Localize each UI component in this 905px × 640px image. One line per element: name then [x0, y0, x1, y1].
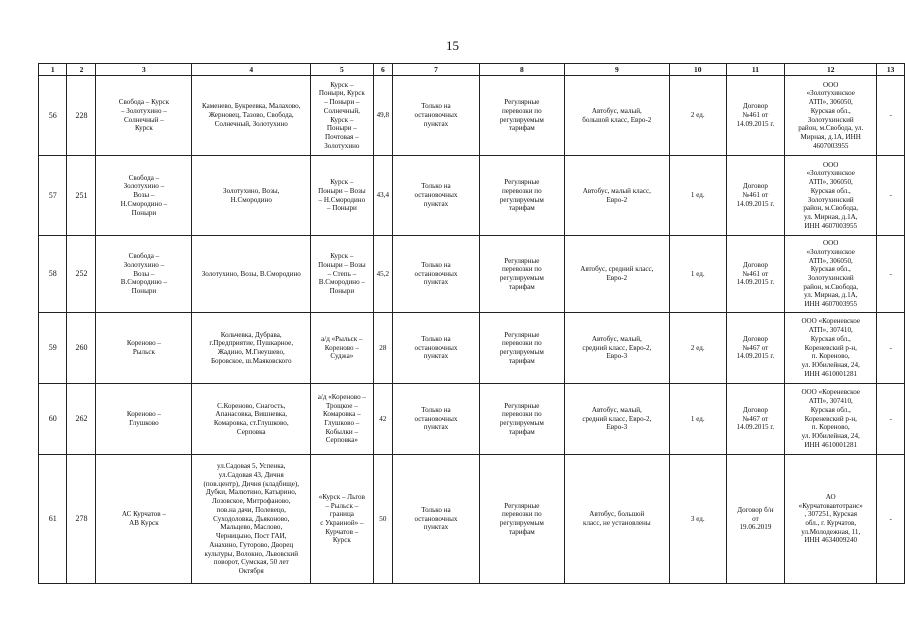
route-roads: «Курск – Льгов – Рыльск – граница с Украиной» – Курчатов – Курск [311, 455, 373, 584]
table-row [39, 455, 905, 584]
route-name: АС Курчатов – АВ Курск [96, 455, 192, 584]
route-roads: Курск – Поныри – Возы – Степь – В.Смородино – Поныри [311, 236, 373, 313]
table-row [39, 156, 905, 236]
column-header: 12 [785, 64, 877, 76]
vehicle-count: 2 ед. [669, 313, 726, 384]
route-length: 28 [373, 313, 393, 384]
route-roads: а/д «Рыльск – Кореново – Суджа» [311, 313, 373, 384]
contract: Договор №461 от 14.09.2015 г. [726, 236, 784, 313]
notes: - [877, 236, 905, 313]
column-header: 2 [67, 64, 96, 76]
column-header: 5 [311, 64, 373, 76]
boarding-procedure: Только на остановочных пунктах [393, 384, 480, 455]
route-number: 252 [67, 236, 96, 313]
transport-type: Регулярные перевозки по регулируемым тарифам [479, 384, 564, 455]
notes: - [877, 76, 905, 156]
row-index: 60 [39, 384, 67, 455]
contract: Договор №461 от 14.09.2015 г. [726, 76, 784, 156]
intermediate-stops: Каменево, Букреевка, Малахово, Жерновец, Тазово, Свобода, Солнечный, Золотухино [192, 76, 311, 156]
boarding-procedure: Только на остановочных пунктах [393, 236, 480, 313]
transport-type: Регулярные перевозки по регулируемым тарифам [479, 156, 564, 236]
carrier: ООО «Кореневское АТП», 307410, Курская обл., Кореневский р-н, п. Кореново, ул. Юбилейная, 24, ИНН 4610001281 [785, 384, 877, 455]
vehicle-class: Автобус, большой класс, не установлены [564, 455, 669, 584]
route-name: Кореново – Глушково [96, 384, 192, 455]
header-row [39, 64, 905, 76]
vehicle-count: 1 ед. [669, 156, 726, 236]
row-index: 59 [39, 313, 67, 384]
table-row [39, 76, 905, 156]
boarding-procedure: Только на остановочных пунктах [393, 156, 480, 236]
page-number: 15 [446, 38, 459, 53]
column-header: 7 [393, 64, 480, 76]
route-number: 278 [67, 455, 96, 584]
column-header: 10 [669, 64, 726, 76]
row-index: 56 [39, 76, 67, 156]
contract: Договор б/н от 19.06.2019 [726, 455, 784, 584]
contract: Договор №467 от 14.09.2015 г. [726, 384, 784, 455]
vehicle-class: Автобус, малый, большой класс, Евро-2 [564, 76, 669, 156]
route-name: Свобода – Курск – Золотухино – Солнечный – Курск [96, 76, 192, 156]
carrier: АО «Курчатовавтотранс» , 307251, Курская обл., г. Курчатов, ул.Молодежная, 11, ИНН 4634009240 [785, 455, 877, 584]
route-roads: Курск – Поныри – Возы – Н.Смородино – Поныри [311, 156, 373, 236]
boarding-procedure: Только на остановочных пунктах [393, 313, 480, 384]
carrier: ООО «Золотухинское АТП», 306050, Курская обл., Золотухинский район, м.Свобода, ул. Мирная, д.1А, ИНН 4607003955 [785, 156, 877, 236]
vehicle-count: 1 ед. [669, 384, 726, 455]
vehicle-class: Автобус, малый класс, Евро-2 [564, 156, 669, 236]
route-length: 50 [373, 455, 393, 584]
notes: - [877, 384, 905, 455]
vehicle-class: Автобус, малый, средний класс, Евро-2, Евро-3 [564, 313, 669, 384]
vehicle-count: 1 ед. [669, 236, 726, 313]
route-roads: а/д «Кореново – Трощкое – Комаровка – Глушково – Кобылки – Серповка» [311, 384, 373, 455]
table-row [39, 384, 905, 455]
vehicle-class: Автобус, малый, средний класс, Евро-2, Евро-3 [564, 384, 669, 455]
row-index: 58 [39, 236, 67, 313]
carrier: ООО «Кореневское АТП», 307410, Курская обл., Кореневский р-н, п. Кореново, ул. Юбилейная, 24, ИНН 4610001281 [785, 313, 877, 384]
vehicle-count: 3 ед. [669, 455, 726, 584]
route-name: Свобода – Золотухино – Возы – В.Смородино – Поныри [96, 236, 192, 313]
intermediate-stops: Кольчевка, Дубрава, г.Предприятие, Пушкарное, Жадино, М.Гнеушево, Боровское, ш.Маяковского [192, 313, 311, 384]
row-index: 57 [39, 156, 67, 236]
route-name: Кореново – Рыльск [96, 313, 192, 384]
transport-type: Регулярные перевозки по регулируемым тарифам [479, 455, 564, 584]
route-name: Свобода – Золотухино – Возы – Н.Смородино – Поныри [96, 156, 192, 236]
intermediate-stops: Золотухино, Возы, Н.Смородино [192, 156, 311, 236]
row-index: 61 [39, 455, 67, 584]
column-header: 6 [373, 64, 393, 76]
transport-type: Регулярные перевозки по регулируемым тарифам [479, 236, 564, 313]
intermediate-stops: Золотухино, Возы, В.Смородино [192, 236, 311, 313]
route-length: 49,8 [373, 76, 393, 156]
column-header: 1 [39, 64, 67, 76]
column-header: 13 [877, 64, 905, 76]
contract: Договор №461 от 14.09.2015 г. [726, 156, 784, 236]
notes: - [877, 313, 905, 384]
transport-type: Регулярные перевозки по регулируемым тарифам [479, 313, 564, 384]
contract: Договор №467 от 14.09.2015 г. [726, 313, 784, 384]
route-number: 228 [67, 76, 96, 156]
route-length: 42 [373, 384, 393, 455]
vehicle-class: Автобус, средний класс, Евро-2 [564, 236, 669, 313]
vehicle-count: 2 ед. [669, 76, 726, 156]
route-number: 262 [67, 384, 96, 455]
column-header: 3 [96, 64, 192, 76]
table-row [39, 313, 905, 384]
intermediate-stops: ул.Садовая 5, Успенка, ул.Садовая 43, Дичня (пов.центр), Дичня (кладбище), Дубки, Малютино, Катырино, Лозовское, Митрофаново, пов.на дачи, Полевецо, Суходоловка, Дьяконово, Мальцево, Маслово, Черницыно, Пост ГАИ, Анахино, Гуторово, Дворец культуры, Волокно, Львовский поворот, Сумская, 50 лет Октября [192, 455, 311, 584]
column-header: 9 [564, 64, 669, 76]
column-header: 4 [192, 64, 311, 76]
column-header: 11 [726, 64, 784, 76]
route-length: 43,4 [373, 156, 393, 236]
notes: - [877, 455, 905, 584]
carrier: ООО «Золотухинское АТП», 306050, Курская обл., Золотухинский район, м.Свобода, ул. Мирная, д.1А, ИНН 4607003955 [785, 236, 877, 313]
intermediate-stops: С.Кореново, Снагость, Апанасовка, Вишневка, Комаровка, ст.Глушково, Серповка [192, 384, 311, 455]
route-length: 45,2 [373, 236, 393, 313]
route-number: 251 [67, 156, 96, 236]
route-roads: Курск – Поныри, Курск – Поныри – Солнечный, Курск – Поныри – Почтовая – Золотухино [311, 76, 373, 156]
transport-type: Регулярные перевозки по регулируемым тарифам [479, 76, 564, 156]
carrier: ООО «Золотухинское АТП», 306050, Курская обл., Золотухинский район, м.Свобода, ул. Мирная, д.1А, ИНН 4607003955 [785, 76, 877, 156]
routes-table [38, 63, 905, 584]
boarding-procedure: Только на остановочных пунктах [393, 455, 480, 584]
column-header: 8 [479, 64, 564, 76]
table-row [39, 236, 905, 313]
boarding-procedure: Только на остановочных пунктах [393, 76, 480, 156]
notes: - [877, 156, 905, 236]
route-number: 260 [67, 313, 96, 384]
